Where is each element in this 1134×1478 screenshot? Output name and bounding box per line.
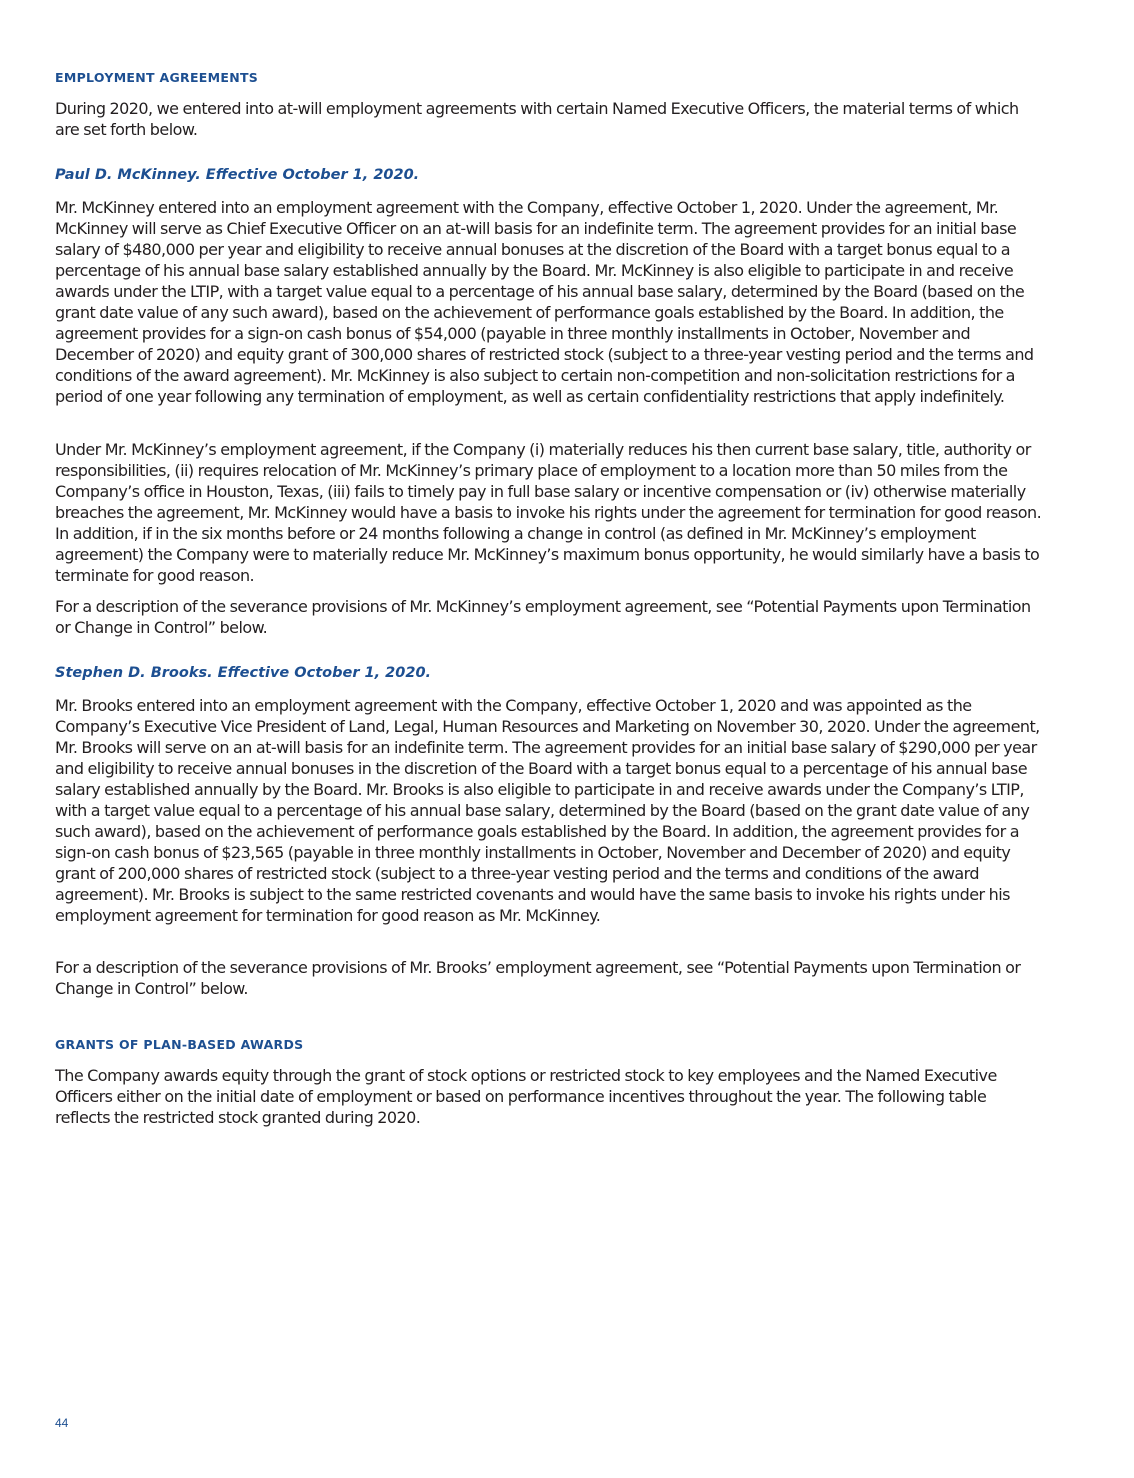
grants-heading: GRANTS OF PLAN-BASED AWARDS xyxy=(55,1037,304,1052)
brooks-agreement-paragraph: Mr. Brooks entered into an employment agreement with the Company, effective October 1, 2020 and was appointed as the Company’s Executive Vice President of Land, Legal, Human Resources and Marketing on November 30, 2020. Under the agreement, Mr. Brooks will serve on an at-will basis for an indefinite term. The agreement provides for an initial base salary of $290,000 per year and eligibility to receive annual bonuses in the discretion of the Board with a target bonus equal to a percentage of his annual base salary established annually by the Board. Mr. Brooks is also eligible to participate in and receive awards under the Company’s LTIP, with a target value equal to a percentage of his annual base salary, determined by the Board (based on the grant date value of any such award), based on the achievement of performance goals established by the Board. In addition, the agreement provides for a sign-on cash bonus of $23,565 (payable in three monthly installments in October, November and December of 2020) and equity grant of 200,000 shares of restricted stock (subject to a three-year vesting period and the terms and conditions of the award agreement). Mr. Brooks is subject to the same restricted covenants and would have the same basis to invoke his rights under his employment agreement for termination for good reason as Mr. McKinney. xyxy=(55,696,1040,925)
brooks-subheading: Stephen D. Brooks. Effective October 1, 2020. xyxy=(55,665,432,681)
brooks-severance-paragraph: For a description of the severance provisions of Mr. Brooks’ employment agreement, see “Potential Payments upon Termination or Change in Control” below. xyxy=(55,958,1021,998)
mckinney-good-reason-paragraph: Under Mr. McKinney’s employment agreement, if the Company (i) materially reduces his then current base salary, title, authority or responsibilities, (ii) requires relocation of Mr. McKinney’s primary place of employment to a location more than 50 miles from the Company’s office in Houston, Texas, (iii) fails to timely pay in full base salary or incentive compensation or (iv) otherwise materially breaches the agreement, Mr. McKinney would have a basis to invoke his rights under the agreement for termination for good reason. In addition, if in the six months before or 24 months following a change in control (as defined in Mr. McKinney’s employment agreement) the Company were to materially reduce Mr. McKinney’s maximum bonus opportunity, he would similarly have a basis to terminate for good reason. xyxy=(55,440,1042,585)
grants-paragraph: The Company awards equity through the grant of stock options or restricted stock to key employees and the Named Executive Officers either on the initial date of employment or based on performance incentives throughout the year. The following table reflects the restricted stock granted during 2020. xyxy=(55,1066,997,1127)
mckinney-severance-paragraph: For a description of the severance provisions of Mr. McKinney’s employment agreement, see “Potential Payments upon Termination or Change in Control” below. xyxy=(55,597,1031,637)
page-number: 44 xyxy=(55,1416,69,1430)
mckinney-agreement-paragraph: Mr. McKinney entered into an employment agreement with the Company, effective October 1, 2020. Under the agreement, Mr. McKinney will serve as Chief Executive Officer on an at-will basis for an indefinite term. The agreement provides for an initial base salary of $480,000 per year and eligibility to receive annual bonuses at the discretion of the Board with a target bonus equal to a percentage of his annual base salary established annually by the Board. Mr. McKinney is also eligible to participate in and receive awards under the LTIP, with a target value equal to a percentage of his annual base salary, determined by the Board (based on the grant date value of any such award), based on the achievement of performance goals established by the Board. In addition, the agreement provides for a sign-on cash bonus of $54,000 (payable in three monthly installments in October, November and December of 2020) and equity grant of 300,000 shares of restricted stock (subject to a three-year vesting period and the terms and conditions of the award agreement). Mr. McKinney is also subject to certain non-competition and non-solicitation restrictions for a period of one year following any termination of employment, as well as certain confidentiality restrictions that apply indefinitely. xyxy=(55,198,1034,406)
employment-intro-paragraph: During 2020, we entered into at-will employment agreements with certain Named Executive Officers, the material terms of which are set forth below. xyxy=(55,99,1019,139)
mckinney-subheading: Paul D. McKinney. Effective October 1, 2020. xyxy=(55,167,420,183)
employment-agreements-heading: EMPLOYMENT AGREEMENTS xyxy=(55,70,259,85)
